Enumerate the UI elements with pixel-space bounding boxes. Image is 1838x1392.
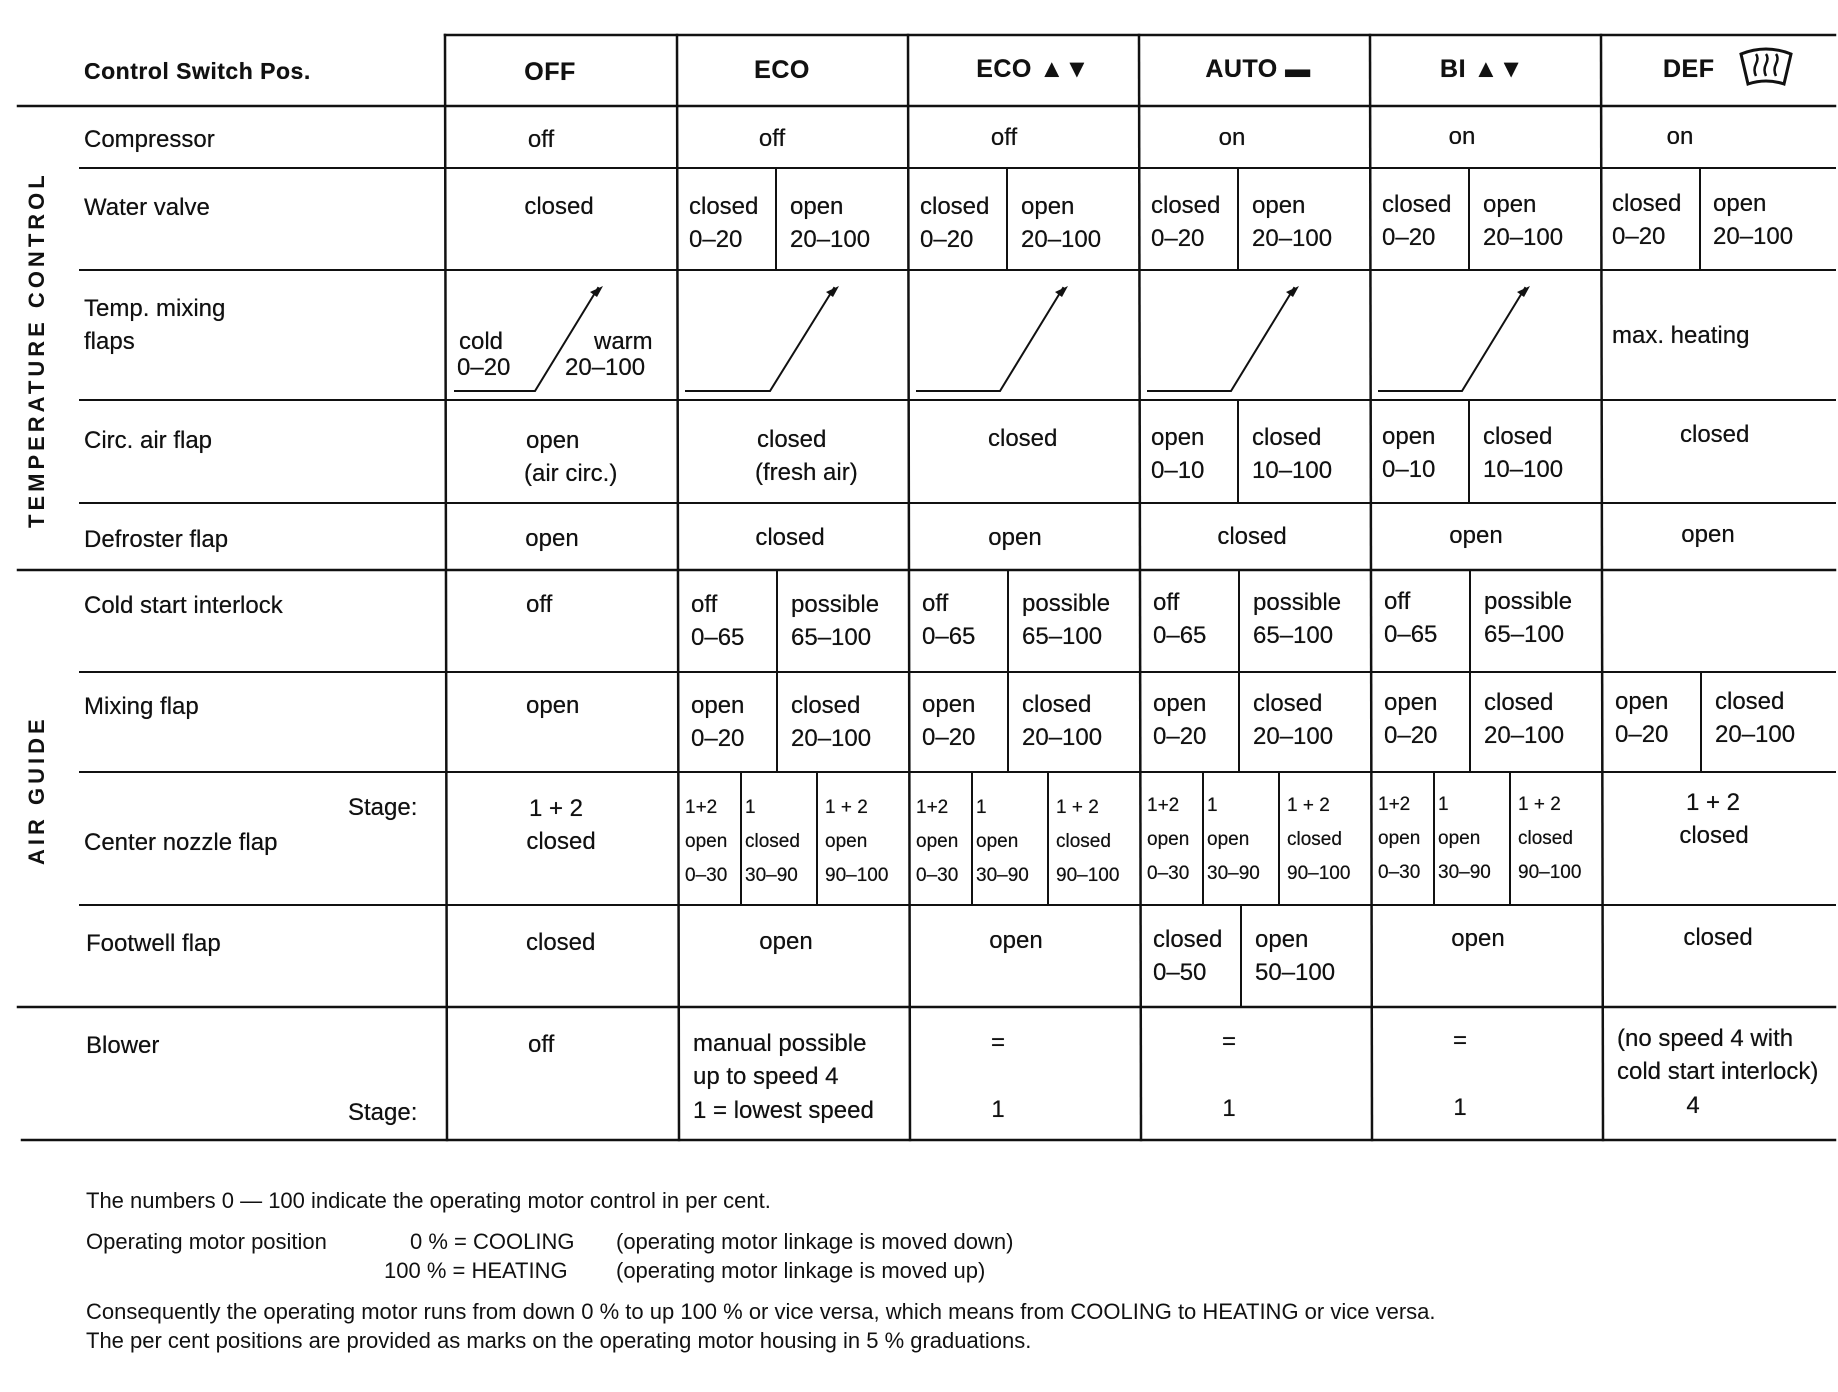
temp-flaps-warm-range: 20–100: [565, 354, 646, 381]
circ-air-def: closed: [1680, 421, 1750, 448]
cold-start-bi-r1: 0–65: [1384, 621, 1438, 648]
mixing-flap-auto-a: open: [1153, 690, 1207, 717]
footwell-ecoud: open: [989, 927, 1043, 954]
blower-stage-label: Stage:: [348, 1099, 418, 1126]
center-nozzle-bi-range-3: 90–100: [1518, 862, 1582, 883]
blower-auto-same: =: [1221, 1028, 1237, 1055]
blower-ecoud-same: =: [990, 1029, 1006, 1056]
circ-air-auto-open: open: [1151, 424, 1205, 451]
water-valve-auto-range2: 20–100: [1252, 225, 1333, 252]
center-nozzle-eco-state-3: open: [825, 831, 868, 852]
water-valve-eco-closed: closed: [689, 193, 759, 220]
footwell-auto-a: closed: [1153, 926, 1223, 953]
center-nozzle-auto-range-1: 0–30: [1147, 863, 1190, 884]
cold-start-ecoud-r1: 0–65: [922, 623, 976, 650]
cold-start-auto-a: off: [1153, 589, 1180, 616]
cold-start-eco-a: off: [691, 591, 718, 618]
blower-def-1: (no speed 4 with: [1617, 1025, 1794, 1052]
circ-air-eco-2: (fresh air): [755, 459, 858, 486]
air-guide-group-label: AIR GUIDE: [24, 715, 49, 865]
center-nozzle-def-2: closed: [1679, 822, 1749, 849]
center-nozzle-eco-state-1: open: [685, 831, 728, 852]
center-nozzle-auto-range-3: 90–100: [1287, 863, 1351, 884]
water-valve-def-open: open: [1713, 190, 1767, 217]
mode-def-header: DEF: [1663, 55, 1715, 83]
center-nozzle-ecoud-state-3: closed: [1056, 831, 1111, 852]
water-valve-eco-range2: 20–100: [790, 226, 871, 253]
center-nozzle-bi-range-1: 0–30: [1378, 862, 1421, 883]
defroster-def: open: [1681, 521, 1735, 548]
center-nozzle-ecoud-stage-1: 1+2: [916, 797, 949, 818]
mixing-flap-ecoud-r1: 0–20: [922, 724, 976, 751]
defroster-off: open: [525, 525, 579, 552]
center-nozzle-off-2: closed: [526, 828, 596, 855]
center-nozzle-auto-state-2: open: [1207, 829, 1250, 850]
footwell-eco: open: [759, 928, 813, 955]
circ-air-auto-range2: 10–100: [1252, 457, 1333, 484]
water-valve-bi-closed: closed: [1382, 191, 1452, 218]
water-valve-def-range2: 20–100: [1713, 223, 1794, 250]
note-hundred-heating-desc: (operating motor linkage is moved up): [616, 1258, 986, 1283]
cold-start-auto-r2: 65–100: [1253, 622, 1334, 649]
blower-bi-same: =: [1452, 1027, 1468, 1054]
row-label-temp-mixing-1: Temp. mixing: [84, 295, 226, 322]
water-valve-ecoud-range1: 0–20: [920, 226, 974, 253]
center-nozzle-eco-stage-2: 1: [745, 797, 756, 818]
circ-air-off-1: open: [526, 427, 580, 454]
circ-air-bi-range2: 10–100: [1483, 456, 1564, 483]
cold-start-ecoud-b: possible: [1022, 590, 1111, 617]
circ-air-ecoud: closed: [988, 425, 1058, 452]
cold-start-auto-r1: 0–65: [1153, 622, 1207, 649]
center-nozzle-bi-state-3: closed: [1518, 828, 1573, 849]
temperature-control-group-label: TEMPERATURE CONTROL: [24, 171, 49, 528]
center-nozzle-def-1: 1 + 2: [1685, 789, 1741, 816]
note-zero-cooling: 0 % = COOLING: [410, 1229, 575, 1254]
compressor-auto: on: [1218, 124, 1246, 151]
cold-start-auto-b: possible: [1253, 589, 1342, 616]
center-nozzle-auto-stage-2: 1: [1207, 795, 1218, 816]
temp-flaps-cold: cold: [459, 328, 504, 355]
center-nozzle-ecoud-stage-2: 1: [976, 797, 987, 818]
blower-eco-3: 1 = lowest speed: [693, 1097, 874, 1124]
water-valve-bi-range1: 0–20: [1382, 224, 1436, 251]
water-valve-def-range1: 0–20: [1612, 223, 1666, 250]
footwell-auto-b: open: [1255, 926, 1309, 953]
row-label-center-nozzle-flap: Center nozzle flap: [84, 829, 278, 856]
center-nozzle-ecoud-range-2: 30–90: [976, 865, 1029, 886]
blower-auto-stage: 1: [1222, 1095, 1236, 1122]
water-valve-auto-open: open: [1252, 192, 1306, 219]
circ-air-eco-1: closed: [757, 426, 827, 453]
defroster-ecoud: open: [988, 524, 1042, 551]
center-nozzle-bi-stage-3: 1 + 2: [1518, 794, 1561, 815]
row-label-blower: Blower: [86, 1032, 160, 1059]
center-nozzle-ecoud-state-2: open: [976, 831, 1019, 852]
mixing-flap-ecoud-a: open: [922, 691, 976, 718]
mode-eco-header: ECO: [754, 56, 810, 84]
compressor-bi: on: [1448, 123, 1476, 150]
mode-bi-updown-header: BI ▲▼: [1440, 55, 1524, 83]
water-valve-off: closed: [524, 193, 594, 220]
cold-start-eco-b: possible: [791, 591, 880, 618]
circ-air-bi-closed: closed: [1483, 423, 1553, 450]
mixing-flap-bi-b: closed: [1484, 689, 1554, 716]
mixing-flap-bi-r2: 20–100: [1484, 722, 1565, 749]
circ-air-auto-closed: closed: [1252, 424, 1322, 451]
defroster-eco: closed: [755, 524, 825, 551]
cold-start-eco-r1: 0–65: [691, 624, 745, 651]
footwell-bi: open: [1451, 925, 1505, 952]
note-hundred-heating: 100 % = HEATING: [384, 1258, 568, 1283]
note-percent-scale: The numbers 0 — 100 indicate the operating motor control in per cent.: [86, 1188, 771, 1213]
mixing-flap-eco-r1: 0–20: [691, 725, 745, 752]
control-switch-header: Control Switch Pos.: [84, 58, 311, 84]
mixing-flap-ecoud-r2: 20–100: [1022, 724, 1103, 751]
center-nozzle-ecoud-stage-3: 1 + 2: [1056, 797, 1099, 818]
water-valve-def-closed: closed: [1612, 190, 1682, 217]
row-label-circ-air-flap: Circ. air flap: [84, 427, 213, 454]
water-valve-auto-closed: closed: [1151, 192, 1221, 219]
mixing-flap-def-b: closed: [1715, 688, 1785, 715]
mode-auto-header: AUTO ▬: [1205, 55, 1311, 83]
temp-flaps-def: max. heating: [1612, 322, 1750, 349]
mixing-flap-eco-b: closed: [791, 692, 861, 719]
footwell-auto-r1: 0–50: [1153, 959, 1207, 986]
center-nozzle-eco-range-1: 0–30: [685, 865, 728, 886]
center-nozzle-eco-stage-3: 1 + 2: [825, 797, 868, 818]
center-nozzle-auto-stage-3: 1 + 2: [1287, 795, 1330, 816]
center-nozzle-bi-stage-1: 1+2: [1378, 794, 1411, 815]
water-valve-bi-range2: 20–100: [1483, 224, 1564, 251]
center-nozzle-auto-state-1: open: [1147, 829, 1190, 850]
footwell-def: closed: [1683, 924, 1753, 951]
row-label-temp-mixing-2: flaps: [84, 328, 135, 355]
row-label-footwell-flap: Footwell flap: [86, 930, 221, 957]
row-label-mixing-flap: Mixing flap: [84, 693, 199, 720]
center-nozzle-off-1: 1 + 2: [528, 795, 584, 822]
center-nozzle-ecoud-range-1: 0–30: [916, 865, 959, 886]
mixing-flap-eco-a: open: [691, 692, 745, 719]
mixing-flap-auto-r2: 20–100: [1253, 723, 1334, 750]
water-valve-eco-range1: 0–20: [689, 226, 743, 253]
mixing-flap-bi-a: open: [1384, 689, 1438, 716]
water-valve-eco-open: open: [790, 193, 844, 220]
blower-ecoud-stage: 1: [991, 1096, 1005, 1123]
cold-start-eco-r2: 65–100: [791, 624, 872, 651]
mode-off-header: OFF: [524, 58, 576, 86]
cold-start-off: off: [526, 591, 553, 618]
water-valve-auto-range1: 0–20: [1151, 225, 1205, 252]
temp-flaps-warm: warm: [594, 328, 653, 355]
center-nozzle-eco-stage-1: 1+2: [685, 797, 718, 818]
mixing-flap-ecoud-b: closed: [1022, 691, 1092, 718]
cold-start-bi-b: possible: [1484, 588, 1573, 615]
row-label-water-valve: Water valve: [84, 194, 210, 221]
mixing-flap-auto-r1: 0–20: [1153, 723, 1207, 750]
mode-eco-updown-header: ECO ▲▼: [976, 55, 1090, 83]
cold-start-ecoud-a: off: [922, 590, 949, 617]
water-valve-ecoud-open: open: [1021, 193, 1075, 220]
mixing-flap-def-a: open: [1615, 688, 1669, 715]
cold-start-bi-a: off: [1384, 588, 1411, 615]
center-nozzle-bi-state-1: open: [1378, 828, 1421, 849]
note-consequently: Consequently the operating motor runs from down 0 % to up 100 % or vice versa, which means from COOLING to HEATING or vice versa.: [86, 1299, 1436, 1324]
center-nozzle-eco-range-2: 30–90: [745, 865, 798, 886]
defroster-bi: open: [1449, 522, 1503, 549]
water-valve-bi-open: open: [1483, 191, 1537, 218]
mixing-flap-bi-r1: 0–20: [1384, 722, 1438, 749]
note-zero-cooling-desc: (operating motor linkage is moved down): [616, 1229, 1014, 1254]
circ-air-auto-range1: 0–10: [1151, 457, 1205, 484]
cold-start-bi-r2: 65–100: [1484, 621, 1565, 648]
center-nozzle-auto-stage-1: 1+2: [1147, 795, 1180, 816]
cold-start-ecoud-r2: 65–100: [1022, 623, 1103, 650]
blower-def-2: cold start interlock): [1617, 1058, 1819, 1085]
mixing-flap-def-r2: 20–100: [1715, 721, 1796, 748]
center-nozzle-eco-range-3: 90–100: [825, 865, 889, 886]
blower-bi-stage: 1: [1453, 1094, 1467, 1121]
row-label-cold-start-interlock: Cold start interlock: [84, 592, 283, 619]
compressor-eco-updown: off: [990, 124, 1018, 151]
compressor-eco: off: [758, 125, 786, 152]
center-nozzle-auto-state-3: closed: [1287, 829, 1342, 850]
center-nozzle-ecoud-range-3: 90–100: [1056, 865, 1120, 886]
compressor-def: on: [1666, 123, 1694, 150]
row-label-compressor: Compressor: [84, 126, 215, 153]
center-nozzle-bi-stage-2: 1: [1438, 794, 1449, 815]
note-position-label: Operating motor position: [86, 1229, 327, 1254]
defroster-auto: closed: [1217, 523, 1287, 550]
mixing-flap-eco-r2: 20–100: [791, 725, 872, 752]
center-nozzle-auto-range-2: 30–90: [1207, 863, 1260, 884]
center-nozzle-bi-range-2: 30–90: [1438, 862, 1491, 883]
note-graduations: The per cent positions are provided as marks on the operating motor housing in 5 % graduations.: [86, 1328, 1032, 1353]
center-nozzle-bi-state-2: open: [1438, 828, 1481, 849]
water-valve-ecoud-closed: closed: [920, 193, 990, 220]
water-valve-ecoud-range2: 20–100: [1021, 226, 1102, 253]
blower-def-3: 4: [1686, 1092, 1700, 1119]
center-nozzle-eco-state-2: closed: [745, 831, 800, 852]
footwell-off: closed: [526, 929, 596, 956]
blower-eco-1: manual possible: [693, 1030, 867, 1057]
circ-air-bi-open: open: [1382, 423, 1436, 450]
compressor-off: off: [527, 126, 555, 153]
temp-flaps-cold-range: 0–20: [457, 354, 511, 381]
mixing-flap-def-r1: 0–20: [1615, 721, 1669, 748]
circ-air-off-2: (air circ.): [524, 460, 618, 487]
blower-eco-2: up to speed 4: [693, 1063, 839, 1090]
footwell-auto-r2: 50–100: [1255, 959, 1336, 986]
center-nozzle-ecoud-state-1: open: [916, 831, 959, 852]
circ-air-bi-range1: 0–10: [1382, 456, 1436, 483]
mixing-flap-off: open: [526, 692, 580, 719]
mixing-flap-auto-b: closed: [1253, 690, 1323, 717]
center-nozzle-stage-label: Stage:: [348, 794, 418, 821]
row-label-defroster-flap: Defroster flap: [84, 526, 229, 553]
blower-off: off: [528, 1031, 555, 1058]
windshield-defrost-icon: [1736, 46, 1796, 92]
